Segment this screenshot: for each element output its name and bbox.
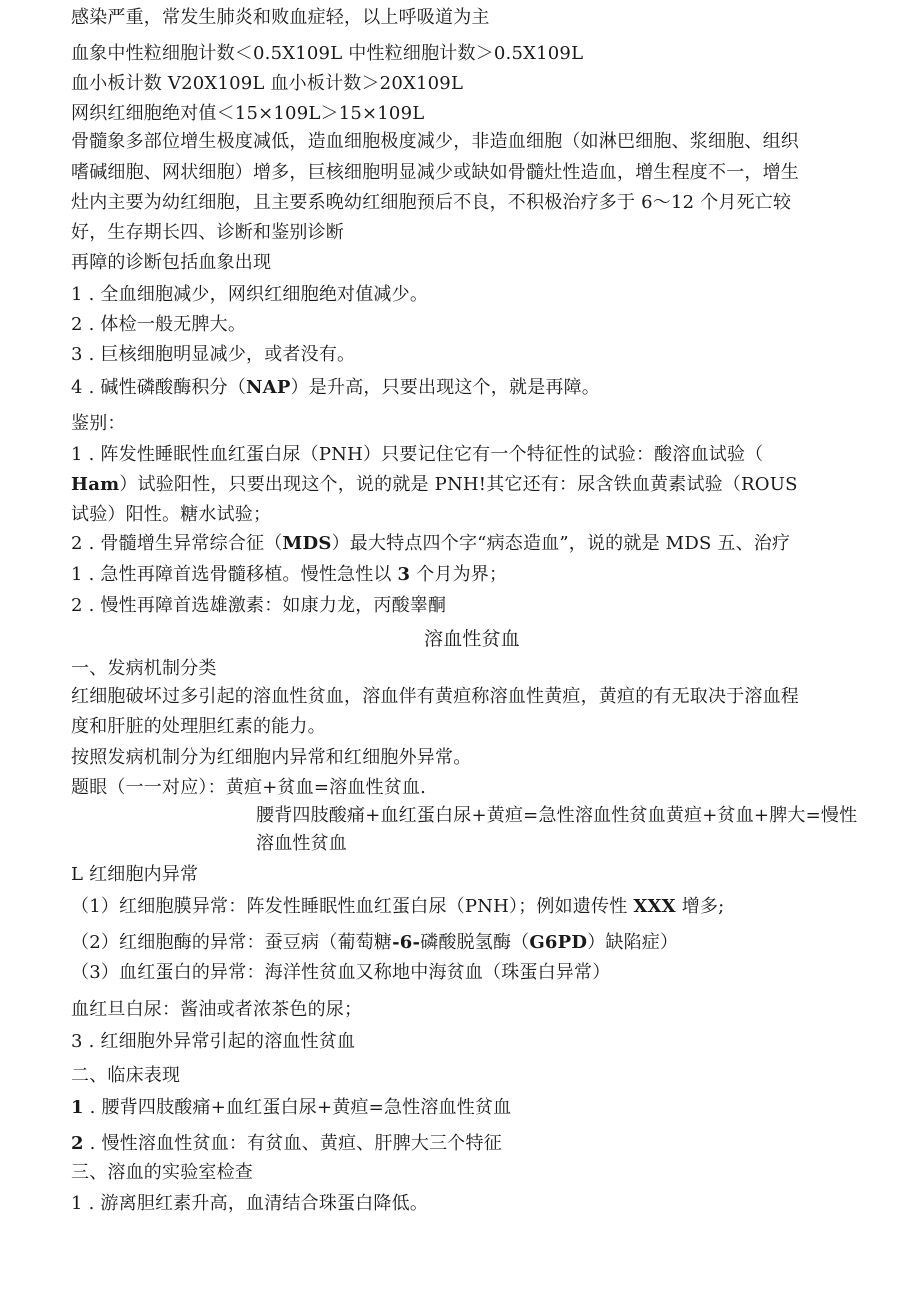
section-heading: 一、发病机制分类 bbox=[71, 658, 217, 679]
list-item: 3 . 红细胞外异常引起的溶血性贫血 bbox=[71, 1031, 356, 1052]
list-item: 1 . 阵发性睡眠性血红蛋白尿（PNH）只要记住它有一个特征性的试验：酸溶血试验（ bbox=[71, 444, 764, 465]
bold-term: MDS bbox=[282, 533, 332, 554]
text-span: 2 . 骨髓增生异常综合征（ bbox=[71, 533, 283, 554]
text-span: （2）红细胞酶的异常：蚕豆病（葡萄糖 bbox=[71, 932, 393, 953]
text-line: 好，生存期长四、诊断和鉴别诊断 bbox=[71, 222, 344, 243]
bold-term: G6PD bbox=[529, 932, 588, 953]
text-span: . 腰背四肢酸痛+血红蛋白尿+黄疸=急性溶血性贫血 bbox=[83, 1097, 512, 1118]
text-line: 嗜碱细胞、网状细胞）增多，巨核细胞明显减少或缺如骨髓灶性造血，增生程度不一，增生 bbox=[71, 162, 799, 183]
list-item bbox=[71, 1096, 511, 1120]
section-heading: 三、溶血的实验室检查 bbox=[71, 1162, 253, 1183]
text-line: 度和肝脏的处理胆红素的能力。 bbox=[71, 716, 326, 737]
bold-term: 3 bbox=[397, 564, 411, 585]
list-item: （3）血红蛋白的异常：海洋性贫血又称地中海贫血（珠蛋白异常） bbox=[71, 962, 611, 983]
text-span: ）试验阳性，只要出现这个，说的就是 PNH!其它还有：尿含铁血黄素试验（ROUS bbox=[119, 474, 798, 495]
section-label: 鉴别： bbox=[71, 413, 126, 434]
text-line: 血小板计数 V20X109L 血小板计数＞20X109L bbox=[71, 73, 464, 94]
sub-heading: L 红细胞内异常 bbox=[71, 864, 199, 885]
bold-term: NAP bbox=[246, 377, 291, 398]
text-line: 感染严重，常发生肺炎和败血症轻，以上呼吸道为主 bbox=[71, 7, 490, 28]
list-item bbox=[71, 931, 678, 955]
text-line: 血象中性粒细胞计数＜0.5X109L 中性粒细胞计数＞0.5X109L bbox=[71, 43, 584, 64]
list-item: 1 . 全血细胞减少，网织红细胞绝对值减少。 bbox=[71, 284, 429, 305]
text-span: （1）红细胞膜异常：阵发性睡眠性血红蛋白尿（PNH）；例如遗传性 bbox=[71, 896, 634, 917]
list-item: 1 . 游离胆红素升高，血清结合珠蛋白降低。 bbox=[71, 1193, 429, 1214]
text-line: 血红旦白尿：酱油或者浓茶色的尿； bbox=[71, 999, 363, 1020]
list-item: 2 . 体检一般无脾大。 bbox=[71, 314, 247, 335]
list-item bbox=[71, 895, 724, 919]
text-span: ）缺陷症） bbox=[587, 932, 679, 953]
text-line: 试验）阳性。糖水试验； bbox=[71, 504, 272, 525]
list-item bbox=[71, 1132, 502, 1156]
list-number: 1 bbox=[71, 1097, 84, 1118]
text-span: 磷酸脱氢酶（ bbox=[420, 932, 530, 953]
text-span: . 慢性溶血性贫血：有贫血、黄疸、肝脾大三个特征 bbox=[83, 1133, 502, 1154]
list-number: 2 bbox=[71, 1133, 84, 1154]
text-line: 按照发病机制分为红细胞内异常和红细胞外异常。 bbox=[71, 747, 472, 768]
text-line: 溶血性贫血 bbox=[256, 833, 347, 854]
section-title: 溶血性贫血 bbox=[424, 628, 521, 650]
text-line: 骨髓象多部位增生极度减低，造血细胞极度减少，非造血细胞（如淋巴细胞、浆细胞、组织 bbox=[71, 131, 799, 152]
text-span: 增多; bbox=[675, 896, 725, 917]
list-item: 3 . 巨核细胞明显减少，或者没有。 bbox=[71, 344, 356, 365]
bold-term: -6- bbox=[392, 932, 421, 953]
text-span: 1 . 急性再障首选骨髓移植。慢性急性以 bbox=[71, 564, 398, 585]
bold-term: Ham bbox=[71, 474, 120, 495]
list-item bbox=[71, 563, 507, 587]
text-line: 网织红细胞绝对值＜15×109L＞15×109L bbox=[71, 103, 425, 124]
text-line: 题眼（一一对应）：黄疸+贫血=溶血性贫血. bbox=[71, 777, 427, 798]
text-line bbox=[71, 473, 798, 497]
text-line: 灶内主要为幼红细胞，且主要系晚幼红细胞预后不良，不积极治疗多于 6～12 个月死亡较 bbox=[71, 192, 792, 213]
text-span: ）最大特点四个字“病态造血”，说的就是 MDS 五、治疗 bbox=[331, 533, 791, 554]
text-span: 个月为界； bbox=[410, 564, 508, 585]
text-span: 4 . 碱性磷酸酶积分（ bbox=[71, 377, 247, 398]
text-span: ）是升高，只要出现这个，就是再障。 bbox=[290, 377, 600, 398]
text-line: 再障的诊断包括血象出现 bbox=[71, 252, 272, 273]
text-line: 腰背四肢酸痛+血红蛋白尿+黄疸=急性溶血性贫血黄疸+贫血+脾大=慢性 bbox=[256, 805, 858, 826]
text-line: 红细胞破坏过多引起的溶血性贫血，溶血伴有黄疸称溶血性黄疸，黄疸的有无取决于溶血程 bbox=[71, 686, 799, 707]
list-item: 2 . 慢性再障首选雄激素：如康力龙，丙酸睾酮 bbox=[71, 595, 447, 616]
list-item bbox=[71, 376, 600, 400]
list-item bbox=[71, 532, 790, 556]
bold-term: XXX bbox=[633, 896, 676, 917]
section-heading: 二、临床表现 bbox=[71, 1065, 181, 1086]
